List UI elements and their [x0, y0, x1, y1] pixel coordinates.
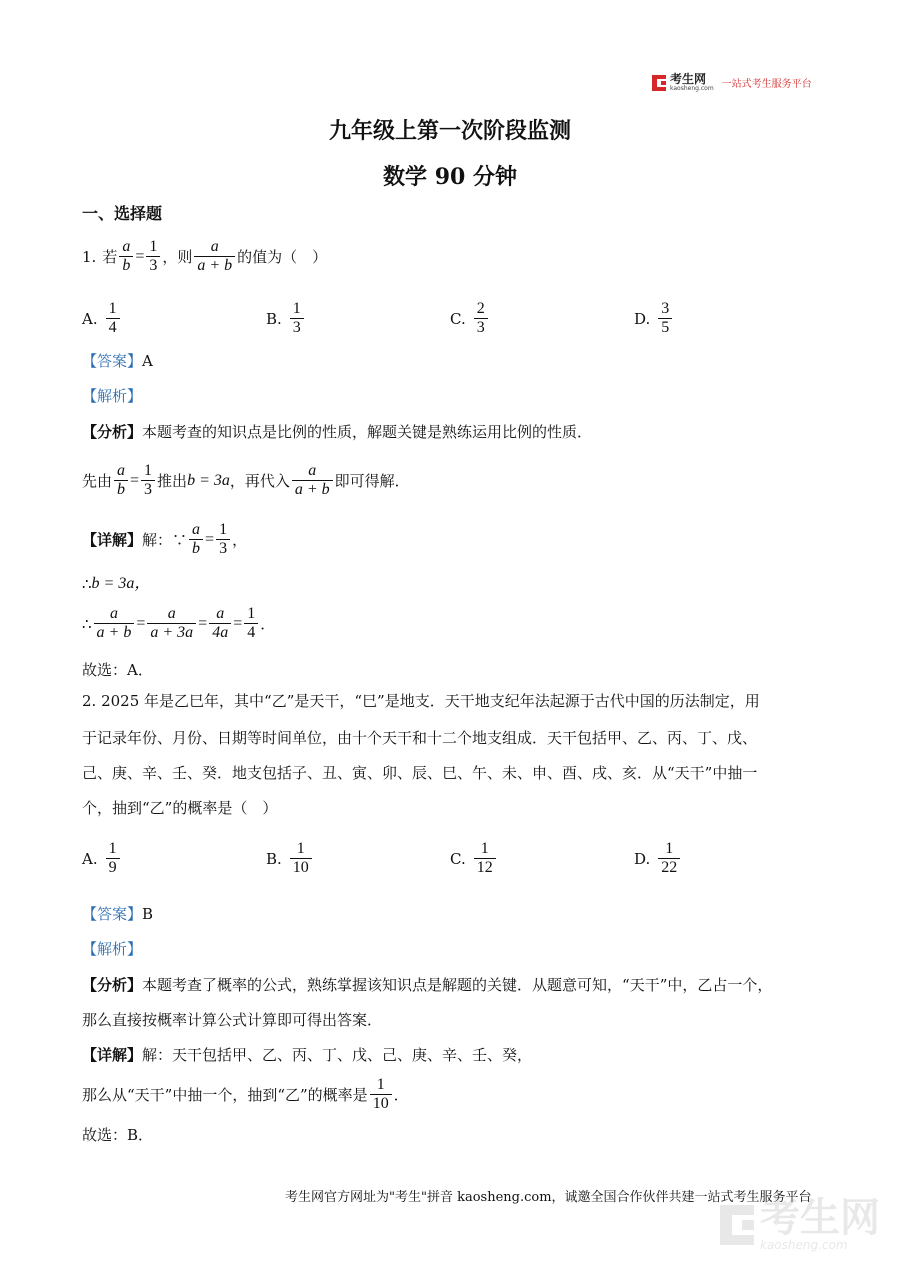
q2-detail-1: 【详解】解：天干包括甲、乙、丙、丁、戊、己、庚、辛、壬、癸， — [82, 1046, 533, 1064]
q1-stem: 1. 若 $\frac{a}{b}$ = $\frac{1}{3}$ ，则 $\frac{a}{a + b}$ 的值为（ ） — [82, 238, 328, 274]
q1-option-b: B. $\frac{1}{3}$ — [266, 300, 306, 337]
q1-detail-b3a: ∴ b = 3a， — [82, 575, 151, 593]
q2-analysis-1: 【分析】本题考查了概率的公式，熟练掌握该知识点是解题的关键．从题意可知，“天干”中，乙占一个， — [82, 976, 773, 994]
q1-number: 1. — [82, 247, 97, 266]
q1-detail-chain: ∴ $\frac{a}{a + b}$ = $\frac{a}{a + 3a}$ = $\frac{a}{4a}$ = $\frac{1}{4}$ ． — [82, 605, 276, 641]
header-logo — [652, 73, 812, 92]
q1-answer: 【答案】A — [82, 352, 153, 370]
q1-option-a: A. $\frac{1}{4}$ — [82, 300, 122, 337]
q1-fraction-13: $\frac{1}{3}$ — [146, 238, 160, 275]
watermark — [720, 1195, 880, 1252]
q2-option-b: B. $\frac{1}{10}$ — [266, 840, 314, 877]
watermark-name: 考生网 — [760, 1195, 880, 1241]
q2-stem-line-4: 个，抽到“乙”的概率是（ ） — [82, 799, 278, 817]
q2-jiexi-tag: 【解析】 — [82, 940, 143, 958]
logo-slogan: 一站式考生服务平台 — [721, 79, 812, 90]
q1-option-d: D. $\frac{3}{5}$ — [634, 300, 674, 337]
q1-fraction-ab: $\frac{a}{b}$ — [119, 238, 133, 275]
watermark-logo-icon — [720, 1205, 754, 1245]
q2-answer: 【答案】B — [82, 905, 154, 923]
q2-conclusion: 故选：B． — [82, 1126, 154, 1144]
logo-url: kaosheng.com — [670, 85, 714, 92]
q2-option-c: C. $\frac{1}{12}$ — [450, 840, 498, 877]
footer-text: 考生网官方网址为"考生"拼音 kaosheng.com，诚邀全国合作伙伴共建一站式考生服务平台 — [285, 1190, 812, 1205]
q1-step: 先由 $\frac{a}{b}$ = $\frac{1}{3}$ 推出 b = 3a ，再代入 $\frac{a}{a + b}$ 即可得解． — [82, 462, 410, 498]
watermark-url: kaosheng.com — [760, 1238, 848, 1252]
q1-detail: 【详解】 解：∵ $\frac{a}{b}$ = $\frac{1}{3}$ ， — [82, 521, 248, 557]
logo-icon — [652, 75, 666, 91]
q2-detail-2: 那么从“天干”中抽一个，抽到“乙”的概率是 $\frac{1}{10}$ ． — [82, 1076, 409, 1112]
q1-conclusion: 故选：A． — [82, 661, 153, 679]
q1-jiexi-tag: 【解析】 — [82, 387, 143, 405]
q1-analysis: 【分析】本题考查的知识点是比例的性质，解题关键是熟练运用比例的性质． — [82, 423, 593, 441]
q2-stem-line-1: 2. 2025 年是乙巳年，其中“乙”是天干，“巳”是地支．天干地支纪年法起源于古代中国的历法制定，用 — [82, 692, 760, 710]
q2-analysis-2: 那么直接按概率计算公式计算即可得出答案． — [82, 1011, 383, 1029]
q1-option-c: C. $\frac{2}{3}$ — [450, 300, 490, 337]
q1-fraction-target: $\frac{a}{a + b}$ — [194, 238, 235, 275]
page-subtitle: 数学 90 分钟 — [383, 164, 517, 190]
section-heading: 一、选择题 — [82, 204, 163, 223]
q2-option-a: A. $\frac{1}{9}$ — [82, 840, 122, 877]
q2-stem-line-3: 己、庚、辛、壬、癸．地支包括子、丑、寅、卯、辰、巳、午、未、申、酉、戌、亥．从“天干”中抽一 — [82, 764, 758, 782]
page-title: 九年级上第一次阶段监测 — [328, 118, 571, 144]
q2-option-d: D. $\frac{1}{22}$ — [634, 840, 682, 877]
logo-name: 考生网 — [670, 72, 707, 86]
q2-stem-line-2: 于记录年份、月份、日期等时间单位，由十个天干和十二个地支组成．天干包括甲、乙、丙、丁、戊、 — [82, 729, 758, 747]
